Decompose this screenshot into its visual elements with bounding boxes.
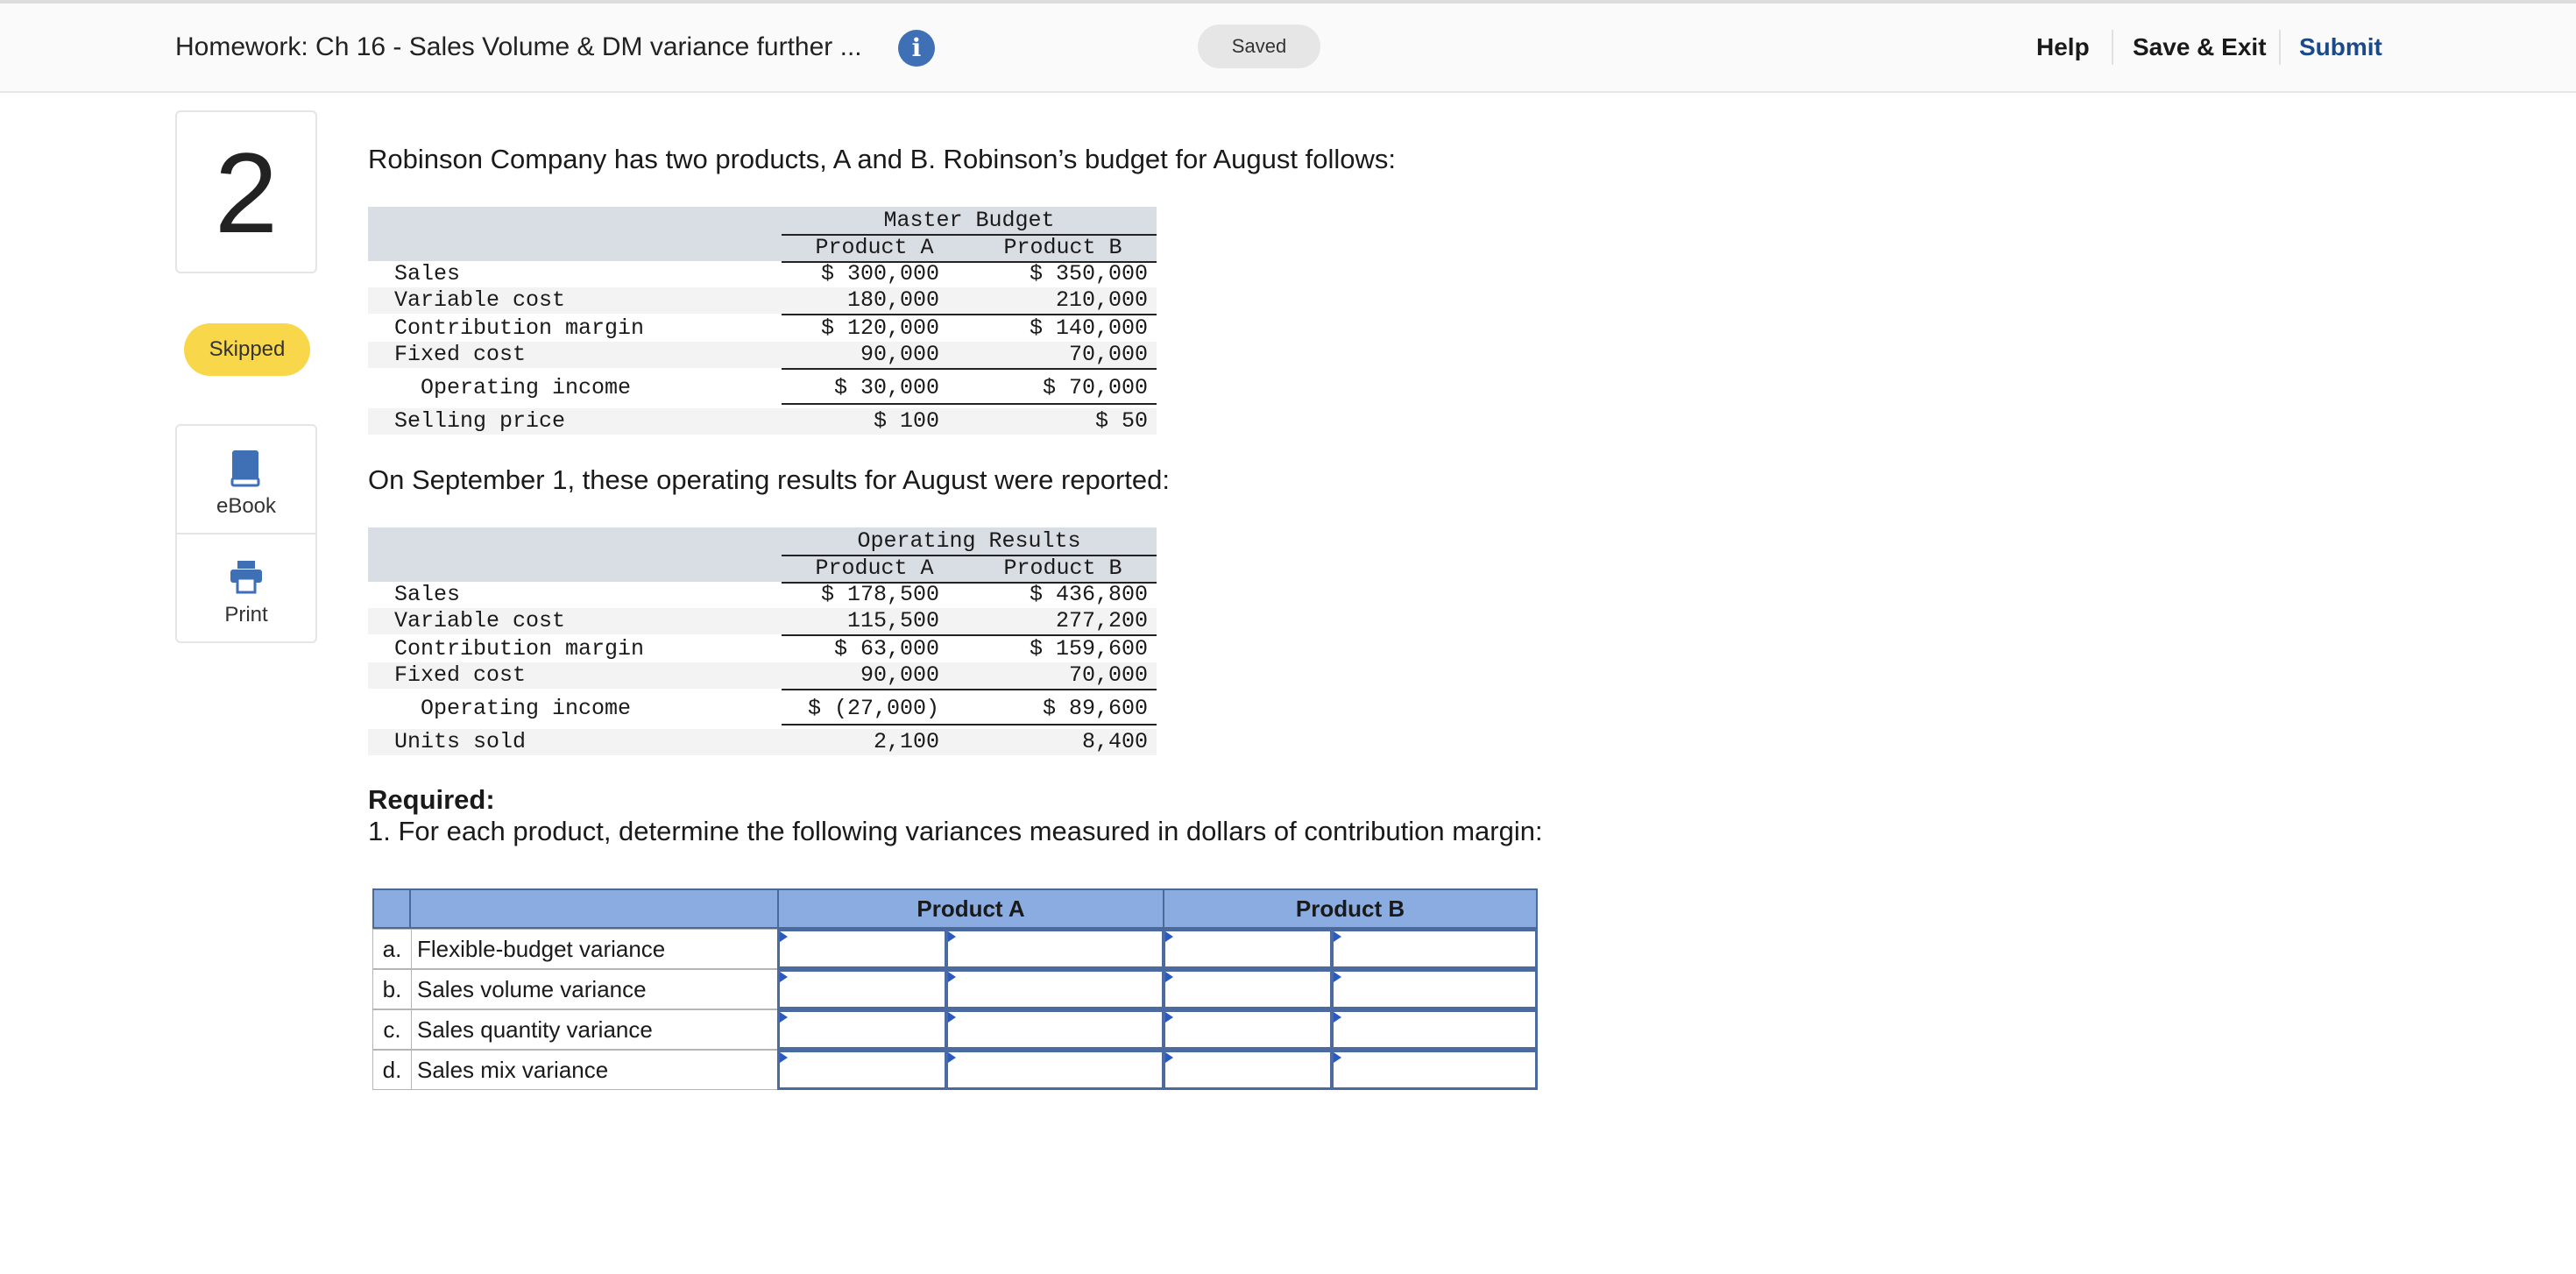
saved-status-badge: Saved bbox=[1198, 25, 1320, 68]
question-intro: Robinson Company has two products, A and B. Robinson’s budget for August follows: bbox=[368, 144, 1396, 174]
print-button[interactable] bbox=[177, 534, 315, 641]
skipped-badge: Skipped bbox=[184, 323, 310, 376]
input-flag-icon bbox=[948, 931, 956, 942]
table-title: Master Budget bbox=[883, 208, 1055, 233]
product-b-value: 70,000 bbox=[1068, 342, 1148, 367]
help-link[interactable]: Help bbox=[2036, 33, 2090, 60]
product-a-value: $ 100 bbox=[873, 408, 939, 434]
product-a-value: 115,500 bbox=[846, 608, 939, 633]
row-label: Units sold bbox=[394, 729, 527, 754]
table-rule bbox=[782, 368, 1157, 370]
column-header-product-b: Product B bbox=[1003, 556, 1122, 581]
header-divider bbox=[2112, 30, 2113, 65]
product-b-value: $ 350,000 bbox=[1029, 261, 1148, 287]
product-b-value: $ 50 bbox=[1094, 408, 1148, 434]
answer-table bbox=[372, 888, 1538, 1094]
product-b-type-input[interactable] bbox=[1331, 969, 1538, 1009]
row-label: Fixed cost bbox=[394, 662, 527, 688]
table-row bbox=[368, 315, 1157, 342]
product-b-variance-input[interactable] bbox=[1163, 969, 1333, 1009]
table-rule bbox=[782, 403, 1157, 405]
product-b-value: $ 89,600 bbox=[1042, 696, 1148, 721]
product-a-value: $ 120,000 bbox=[820, 315, 939, 341]
row-label: Flexible-budget variance bbox=[417, 936, 666, 962]
column-header-product-a: Product A bbox=[815, 556, 934, 581]
input-flag-icon bbox=[780, 972, 788, 982]
input-flag-icon bbox=[780, 931, 788, 942]
table-row bbox=[368, 582, 1157, 608]
table-row bbox=[368, 342, 1157, 368]
assignment-header bbox=[0, 4, 2576, 93]
info-icon[interactable]: i bbox=[898, 30, 935, 67]
table-row bbox=[368, 375, 1157, 401]
column-header-product-a: Product A bbox=[815, 235, 934, 260]
product-a-variance-input[interactable] bbox=[777, 969, 947, 1009]
product-a-variance-input[interactable] bbox=[777, 929, 947, 969]
product-b-value: $ 70,000 bbox=[1042, 375, 1148, 400]
printer-icon bbox=[229, 559, 264, 594]
product-a-value: $ 63,000 bbox=[833, 636, 939, 662]
product-b-type-input[interactable] bbox=[1331, 929, 1538, 969]
product-a-type-input[interactable] bbox=[945, 969, 1164, 1009]
answer-row bbox=[372, 1009, 779, 1050]
input-flag-icon bbox=[780, 1052, 788, 1063]
row-label: Variable cost bbox=[394, 287, 566, 313]
row-label: Sales volume variance bbox=[417, 976, 647, 1002]
answer-row bbox=[372, 1050, 779, 1090]
row-label: Variable cost bbox=[394, 608, 566, 633]
row-letter: a. bbox=[373, 930, 412, 968]
product-b-value: $ 436,800 bbox=[1029, 582, 1148, 607]
row-letter: c. bbox=[373, 1010, 412, 1049]
row-label: Sales bbox=[394, 582, 461, 607]
product-b-type-input[interactable] bbox=[1331, 1009, 1538, 1050]
product-a-type-input[interactable] bbox=[945, 929, 1164, 969]
product-b-value: $ 159,600 bbox=[1029, 636, 1148, 662]
product-a-value: $ 300,000 bbox=[820, 261, 939, 287]
row-label: Contribution margin bbox=[394, 636, 645, 662]
table-title: Operating Results bbox=[857, 528, 1081, 554]
assignment-title: Homework: Ch 16 - Sales Volume & DM variance further ... bbox=[175, 32, 862, 61]
input-flag-icon bbox=[1334, 931, 1341, 942]
input-flag-icon bbox=[1165, 972, 1173, 982]
print-label: Print bbox=[224, 603, 268, 626]
row-label: Contribution margin bbox=[394, 315, 645, 341]
input-flag-icon bbox=[948, 972, 956, 982]
input-flag-icon bbox=[1334, 972, 1341, 982]
input-flag-icon bbox=[948, 1052, 956, 1063]
product-a-type-input[interactable] bbox=[945, 1009, 1164, 1050]
product-a-type-input[interactable] bbox=[945, 1050, 1164, 1090]
product-b-type-input[interactable] bbox=[1331, 1050, 1538, 1090]
product-a-variance-input[interactable] bbox=[777, 1050, 947, 1090]
product-b-value: 277,200 bbox=[1055, 608, 1148, 633]
master-budget-table bbox=[368, 207, 1157, 436]
product-a-value: $ 178,500 bbox=[820, 582, 939, 607]
row-label: Sales quantity variance bbox=[417, 1016, 653, 1043]
table-rule bbox=[782, 724, 1157, 725]
product-a-value: 90,000 bbox=[860, 662, 939, 688]
question-number: 2 bbox=[214, 129, 279, 257]
table-row bbox=[368, 408, 1157, 435]
answer-row bbox=[372, 969, 779, 1009]
question-number-card bbox=[175, 110, 317, 273]
ebook-label: eBook bbox=[216, 494, 277, 518]
row-label: Selling price bbox=[394, 408, 566, 434]
product-a-value: 2,100 bbox=[873, 729, 939, 754]
row-label: Sales mix variance bbox=[417, 1057, 609, 1083]
product-b-variance-input[interactable] bbox=[1163, 1050, 1333, 1090]
product-b-value: 70,000 bbox=[1068, 662, 1148, 688]
column-header-product-a: Product A bbox=[777, 888, 1164, 929]
product-b-value: 210,000 bbox=[1055, 287, 1148, 313]
row-label: Sales bbox=[394, 261, 461, 287]
column-header-product-b: Product B bbox=[1163, 888, 1538, 929]
header-blank-cell bbox=[372, 888, 411, 929]
required-heading: Required: bbox=[368, 784, 495, 815]
row-letter: b. bbox=[373, 970, 412, 1009]
row-letter: d. bbox=[373, 1051, 412, 1089]
product-a-value: 180,000 bbox=[846, 287, 939, 313]
question-tools bbox=[175, 424, 317, 643]
input-flag-icon bbox=[1334, 1052, 1341, 1063]
input-flag-icon bbox=[948, 1012, 956, 1023]
input-flag-icon bbox=[1334, 1012, 1341, 1023]
table-row bbox=[368, 261, 1157, 287]
product-a-variance-input[interactable] bbox=[777, 1009, 947, 1050]
required-text: 1. For each product, determine the following variances measured in dollars of contribution margin: bbox=[368, 816, 1543, 846]
table-row bbox=[368, 662, 1157, 689]
product-b-value: $ 140,000 bbox=[1029, 315, 1148, 341]
header-blank-cell bbox=[409, 888, 779, 929]
book-icon bbox=[230, 449, 262, 487]
input-flag-icon bbox=[1165, 1052, 1173, 1063]
input-flag-icon bbox=[1165, 1012, 1173, 1023]
save-exit-link[interactable]: Save & Exit bbox=[2133, 33, 2267, 60]
table-row bbox=[368, 729, 1157, 755]
row-label: Fixed cost bbox=[394, 342, 527, 367]
column-header-product-b: Product B bbox=[1003, 235, 1122, 260]
row-label: Operating income bbox=[421, 375, 632, 400]
results-intro: On September 1, these operating results for August were reported: bbox=[368, 464, 1171, 495]
product-b-value: 8,400 bbox=[1081, 729, 1148, 754]
input-flag-icon bbox=[780, 1012, 788, 1023]
table-row bbox=[368, 696, 1157, 722]
answer-row bbox=[372, 929, 779, 969]
header-divider bbox=[2279, 30, 2281, 65]
table-row bbox=[368, 287, 1157, 314]
table-row bbox=[368, 608, 1157, 634]
product-b-variance-input[interactable] bbox=[1163, 1009, 1333, 1050]
product-a-value: $ (27,000) bbox=[807, 696, 939, 721]
ebook-button[interactable] bbox=[177, 426, 315, 534]
submit-link[interactable]: Submit bbox=[2299, 33, 2382, 60]
input-flag-icon bbox=[1165, 931, 1173, 942]
row-label: Operating income bbox=[421, 696, 632, 721]
product-a-value: $ 30,000 bbox=[833, 375, 939, 400]
product-b-variance-input[interactable] bbox=[1163, 929, 1333, 969]
table-row bbox=[368, 636, 1157, 662]
product-a-value: 90,000 bbox=[860, 342, 939, 367]
table-rule bbox=[782, 689, 1157, 690]
operating-results-table bbox=[368, 527, 1157, 757]
